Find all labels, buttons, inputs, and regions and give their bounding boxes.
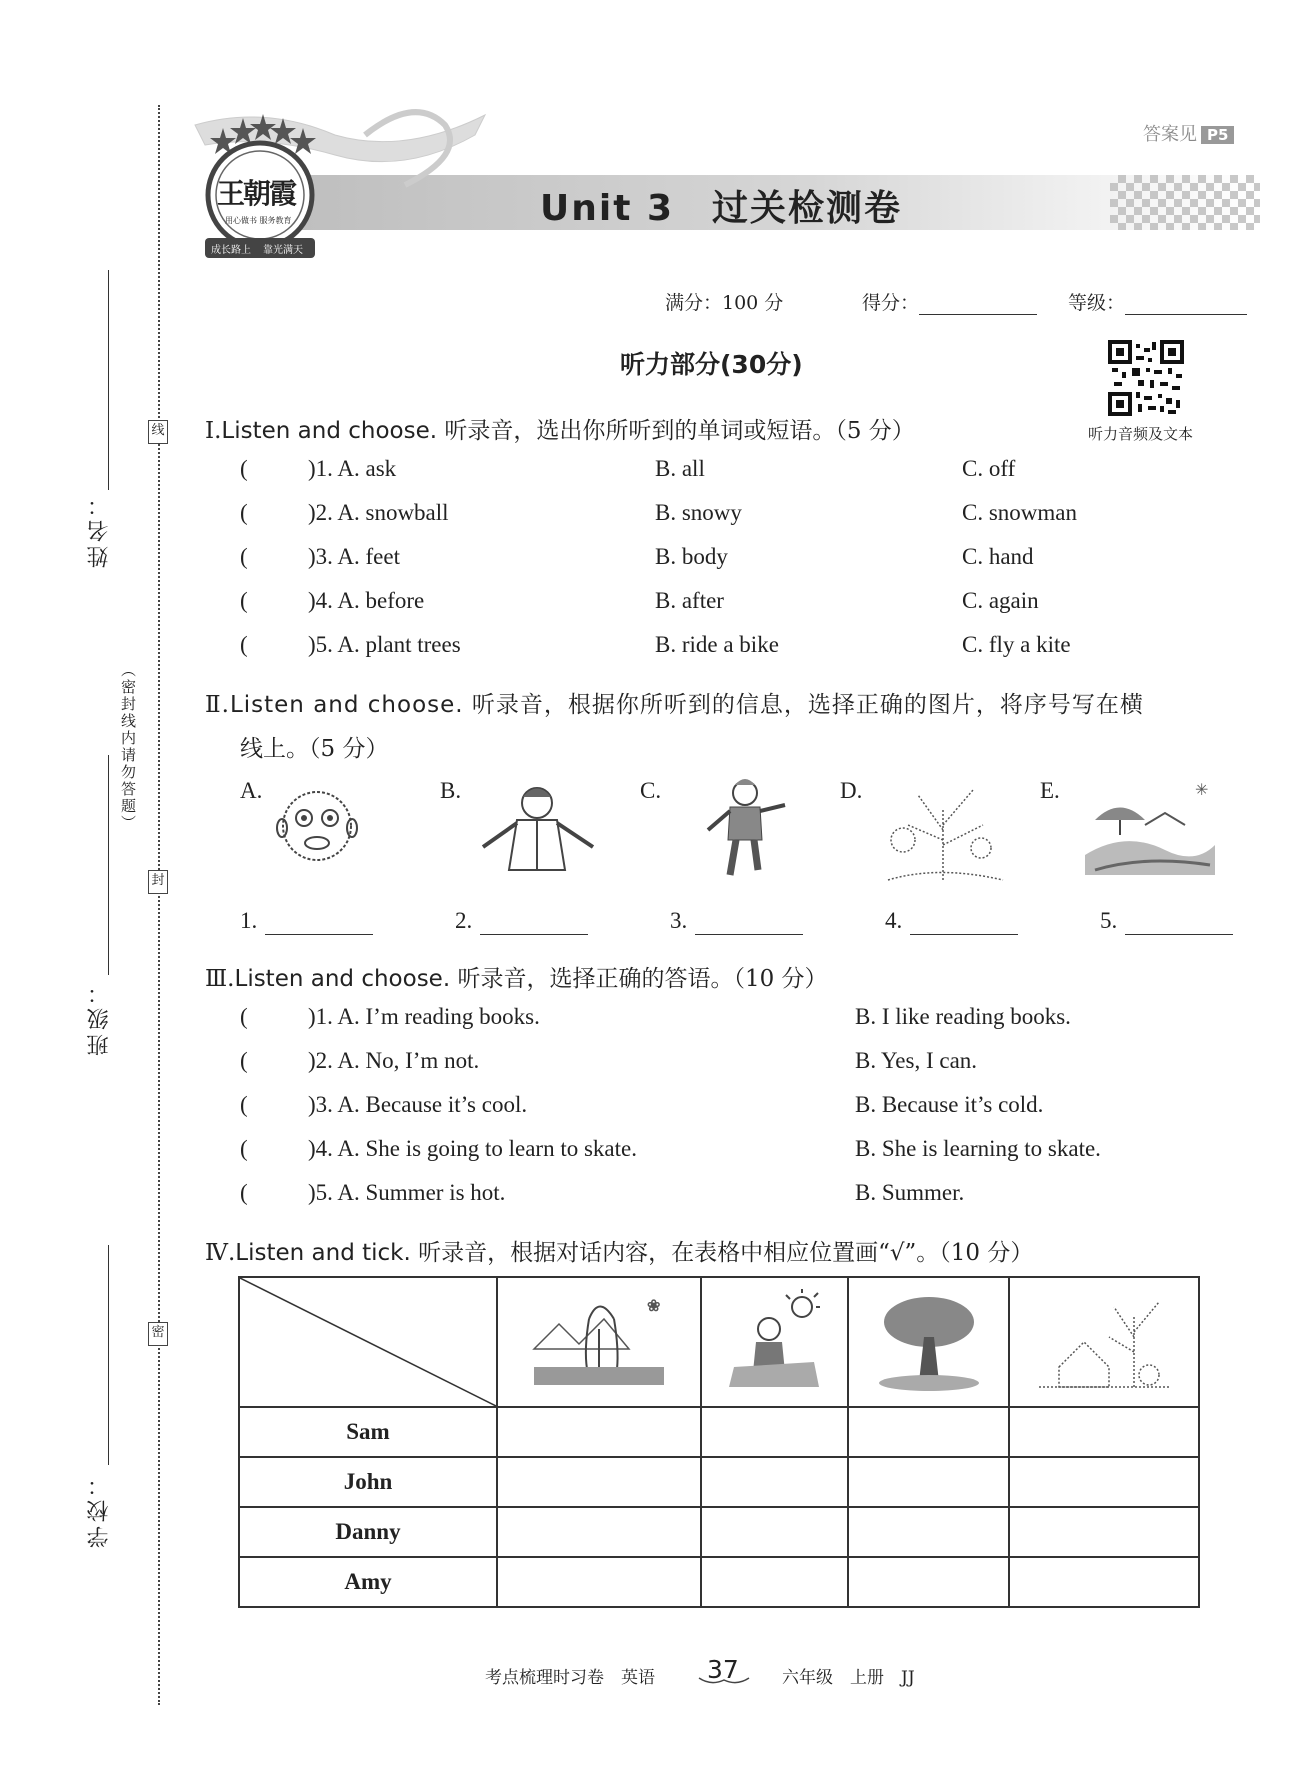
section-3-roman: Ⅲ. bbox=[205, 966, 235, 992]
s1-option-a: )2. A. snowball bbox=[308, 500, 449, 525]
banner-checker-pattern bbox=[1110, 175, 1260, 230]
pic-label-b: B. bbox=[440, 778, 462, 803]
pic-label-c: C. bbox=[640, 778, 662, 803]
s2-answer-blank[interactable] bbox=[480, 910, 588, 935]
answer-paren[interactable]: ( bbox=[240, 1136, 248, 1161]
logo-small: 用心做书 服务教育 bbox=[225, 216, 292, 225]
score-blank[interactable] bbox=[919, 292, 1037, 315]
grade-field bbox=[1068, 288, 1247, 315]
binding-box-secret: 密 bbox=[148, 1322, 168, 1346]
footer-right: 六年级 上册 JJ bbox=[782, 1668, 915, 1688]
s1-option-b: B. snowy bbox=[655, 500, 742, 525]
section-2-roman: Ⅱ. bbox=[205, 692, 230, 718]
s1-option-a: )3. A. feet bbox=[308, 544, 400, 569]
school-line bbox=[108, 1245, 109, 1465]
pic-label-e: E. bbox=[1040, 778, 1060, 803]
footer-left: 考点梳理时习卷 英语 bbox=[485, 1668, 655, 1688]
section-3-title-en: Listen and choose. bbox=[234, 966, 451, 992]
logo-motto-right: 靠光满天 bbox=[263, 245, 303, 256]
tick-cell[interactable] bbox=[497, 1407, 701, 1457]
table-corner-cell bbox=[239, 1277, 497, 1407]
binding-dotted-line bbox=[158, 105, 160, 1705]
logo-motto-left: 成长路上 bbox=[211, 245, 251, 256]
binding-box-seal: 封 bbox=[148, 870, 168, 894]
winter-tree-kids-icon bbox=[873, 770, 1008, 885]
autumn-tree-picture-icon bbox=[874, 1287, 984, 1392]
tick-cell[interactable] bbox=[848, 1407, 1009, 1457]
kid-skating-icon bbox=[700, 775, 790, 885]
park-willow-picture-icon bbox=[529, 1289, 669, 1389]
s3-option-a: )4. A. She is going to learn to skate. bbox=[308, 1136, 637, 1161]
answer-ref-label: 答案见 bbox=[1143, 124, 1197, 145]
table-picture-cell bbox=[1009, 1277, 1199, 1407]
page-title: Unit 3 过关检测卷 bbox=[540, 188, 902, 229]
tick-cell[interactable] bbox=[701, 1557, 848, 1607]
tick-cell[interactable] bbox=[1009, 1407, 1199, 1457]
qr-code-icon[interactable] bbox=[1108, 340, 1184, 416]
answer-paren[interactable]: ( bbox=[240, 500, 248, 525]
s3-option-b: B. I like reading books. bbox=[855, 1004, 1071, 1029]
pic-label-a: A. bbox=[240, 778, 263, 803]
tick-cell[interactable] bbox=[1009, 1557, 1199, 1607]
s2-blank-label: 5. bbox=[1100, 908, 1118, 933]
s1-option-c: C. fly a kite bbox=[962, 632, 1071, 657]
full-score: 满分：100 分 bbox=[665, 292, 784, 314]
class-line bbox=[108, 755, 109, 975]
row-label: Amy bbox=[239, 1557, 497, 1607]
s1-option-a: )4. A. before bbox=[308, 588, 425, 613]
seal-note: （密封线内请勿答题） bbox=[119, 662, 137, 832]
s1-option-a: )5. A. plant trees bbox=[308, 632, 461, 657]
answer-paren[interactable]: ( bbox=[240, 1004, 248, 1029]
section-2-heading bbox=[205, 686, 1144, 719]
answer-ref-page: P5 bbox=[1201, 126, 1234, 144]
s3-option-a: )5. A. Summer is hot. bbox=[308, 1180, 506, 1205]
answer-paren[interactable]: ( bbox=[240, 632, 248, 657]
s2-answer-blank[interactable] bbox=[1125, 910, 1233, 935]
s1-option-b: B. after bbox=[655, 588, 724, 613]
s3-option-b: B. Summer. bbox=[855, 1180, 965, 1205]
table-picture-cell bbox=[701, 1277, 848, 1407]
tick-cell[interactable] bbox=[497, 1457, 701, 1507]
s2-blank-label: 4. bbox=[885, 908, 903, 933]
school-label: 学校： bbox=[87, 1470, 112, 1548]
section-1-heading bbox=[205, 412, 915, 445]
s2-answer-blank[interactable] bbox=[695, 910, 803, 935]
s1-option-c: C. again bbox=[962, 588, 1039, 613]
tick-cell[interactable] bbox=[701, 1507, 848, 1557]
pic-label-d: D. bbox=[840, 778, 863, 803]
section-2-title-cn: 听录音，根据你所听到的信息，选择正确的图片，将序号写在横 bbox=[471, 692, 1144, 718]
s1-option-b: B. all bbox=[655, 456, 705, 481]
section-2-title-en: Listen and choose. bbox=[229, 692, 464, 718]
grade-label: 等级： bbox=[1068, 292, 1126, 314]
tick-cell[interactable] bbox=[701, 1407, 848, 1457]
s2-blank-label: 2. bbox=[455, 908, 473, 933]
binding-box-line: 线 bbox=[148, 420, 168, 444]
answer-paren[interactable]: ( bbox=[240, 1180, 248, 1205]
name-line bbox=[108, 270, 109, 490]
s1-option-b: B. ride a bike bbox=[655, 632, 779, 657]
section-4-roman: Ⅳ. bbox=[205, 1240, 236, 1266]
tick-cell[interactable] bbox=[497, 1557, 701, 1607]
tick-cell[interactable] bbox=[497, 1507, 701, 1557]
s1-option-a: )1. A. ask bbox=[308, 456, 397, 481]
rainy-landscape-icon bbox=[1085, 775, 1215, 875]
tick-table bbox=[238, 1276, 1200, 1608]
grade-blank[interactable] bbox=[1125, 292, 1247, 315]
row-label: Sam bbox=[239, 1407, 497, 1457]
listening-header: 听力部分(30分) bbox=[620, 350, 803, 379]
svg-text:✳: ✳ bbox=[1195, 780, 1209, 799]
tick-cell[interactable] bbox=[1009, 1507, 1199, 1557]
winter-snow-house-picture-icon bbox=[1039, 1287, 1169, 1392]
qr-caption: 听力音频及文本 bbox=[1088, 425, 1194, 443]
section-1-roman: Ⅰ. bbox=[205, 418, 222, 444]
section-4-title-cn: 听录音，根据对话内容，在表格中相应位置画“√”。（10 分） bbox=[418, 1240, 1034, 1266]
s2-answer-blank[interactable] bbox=[265, 910, 373, 935]
row-label: John bbox=[239, 1457, 497, 1507]
answer-paren[interactable]: ( bbox=[240, 544, 248, 569]
score-label: 得分： bbox=[862, 292, 920, 314]
tick-cell[interactable] bbox=[848, 1457, 1009, 1507]
s3-option-b: B. Yes, I can. bbox=[855, 1048, 978, 1073]
answer-paren[interactable]: ( bbox=[240, 588, 248, 613]
class-label: 班级： bbox=[87, 978, 112, 1056]
page-number: 37 bbox=[707, 1655, 739, 1684]
table-picture-cell bbox=[848, 1277, 1009, 1407]
tick-cell[interactable] bbox=[848, 1507, 1009, 1557]
row-label: Danny bbox=[239, 1507, 497, 1557]
score-field bbox=[862, 288, 1037, 315]
s3-option-b: B. Because it’s cold. bbox=[855, 1092, 1044, 1117]
s2-blank-label: 3. bbox=[670, 908, 688, 933]
diagonal-line bbox=[240, 1278, 496, 1406]
s2-blank-label: 1. bbox=[240, 908, 258, 933]
book-curve-icon bbox=[697, 1676, 751, 1688]
s1-option-c: C. snowman bbox=[962, 500, 1077, 525]
s3-option-a: )3. A. Because it’s cool. bbox=[308, 1092, 528, 1117]
section-4-heading bbox=[205, 1234, 1033, 1267]
answer-paren[interactable]: ( bbox=[240, 456, 248, 481]
section-3-heading bbox=[205, 960, 828, 993]
s2-answer-blank[interactable] bbox=[910, 910, 1018, 935]
face-picture-icon bbox=[272, 778, 362, 873]
s3-option-a: )1. A. I’m reading books. bbox=[308, 1004, 540, 1029]
s3-option-a: )2. A. No, I’m not. bbox=[308, 1048, 480, 1073]
tick-cell[interactable] bbox=[701, 1457, 848, 1507]
tick-cell[interactable] bbox=[1009, 1457, 1199, 1507]
s1-option-c: C. hand bbox=[962, 544, 1034, 569]
table-picture-cell bbox=[497, 1277, 701, 1407]
name-label: 姓名： bbox=[87, 490, 112, 568]
kid-winter-coat-icon bbox=[475, 775, 600, 875]
s1-option-b: B. body bbox=[655, 544, 728, 569]
section-4-title-en: Listen and tick. bbox=[235, 1240, 411, 1266]
answer-paren[interactable]: ( bbox=[240, 1092, 248, 1117]
logo bbox=[195, 110, 325, 260]
logo-brand: 王朝霞 bbox=[217, 177, 296, 210]
section-1-title-cn: 听录音，选出你所听到的单词或短语。（5 分） bbox=[444, 418, 915, 444]
section-2-heading-cont: 线上。（5 分） bbox=[240, 736, 389, 762]
s1-option-c: C. off bbox=[962, 456, 1016, 481]
section-1-title-en: Listen and choose. bbox=[221, 418, 438, 444]
boy-summer-sun-picture-icon bbox=[724, 1287, 824, 1392]
s3-option-b: B. She is learning to skate. bbox=[855, 1136, 1101, 1161]
tick-cell[interactable] bbox=[848, 1557, 1009, 1607]
answer-paren[interactable]: ( bbox=[240, 1048, 248, 1073]
section-3-title-cn: 听录音，选择正确的答语。（10 分） bbox=[457, 966, 828, 992]
svg-text:❀: ❀ bbox=[646, 1298, 661, 1315]
answer-reference bbox=[1143, 120, 1234, 146]
